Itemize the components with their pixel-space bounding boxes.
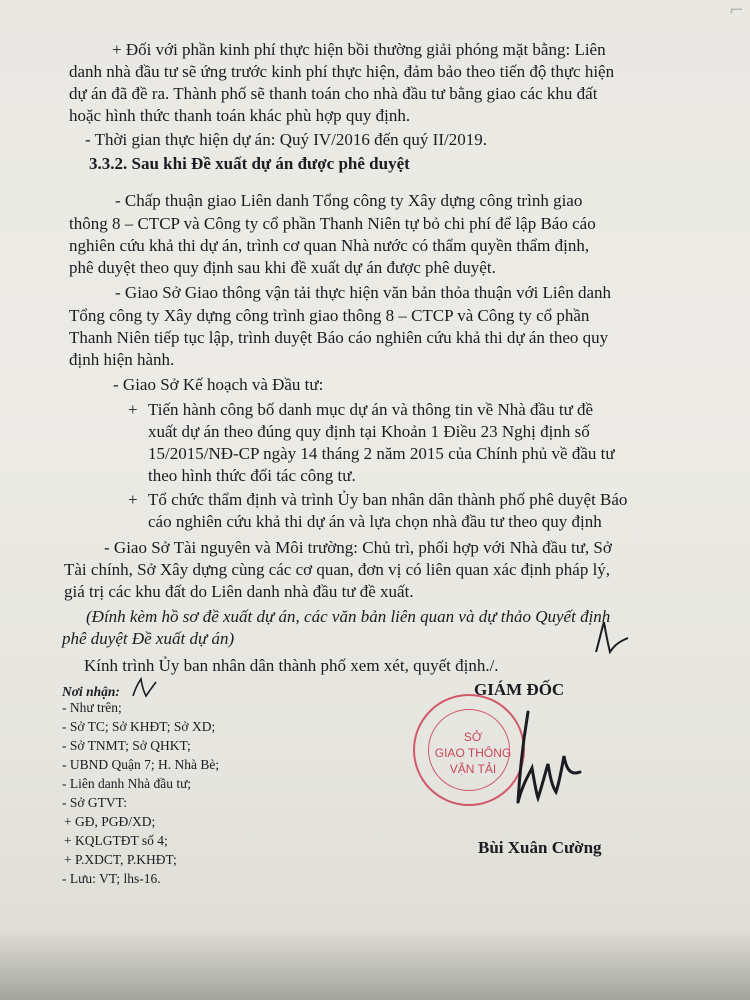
recipient-item: - Sở TNMT; Sở QHKT; <box>62 738 191 753</box>
text-line: Tổng công ty Xây dựng công trình giao thông 8 – CTCP và Công ty cổ phần <box>69 306 590 325</box>
text-line: định hiện hành. <box>69 350 175 369</box>
section-heading: 3.3.2. Sau khi Đề xuất dự án được phê duyệt <box>89 154 410 173</box>
stamp-text: SỞ <box>463 730 483 744</box>
text-line: dự án đã đề ra. Thành phố sẽ thanh toán cho nhà đầu tư bằng giao các khu đất <box>69 84 598 103</box>
plus-bullet-icon: + <box>128 400 138 419</box>
text-line: Thanh Niên tiếp tục lập, trình duyệt Báo cáo nghiên cứu khả thi dự án theo quy <box>69 328 609 347</box>
text-line: thông 8 – CTCP và Công ty cổ phần Thanh Niên tự bỏ chi phí để lập Báo cáo <box>69 214 596 233</box>
text-line: nghiên cứu khả thi dự án, trình cơ quan Nhà nước có thẩm quyền thẩm định, <box>69 236 590 255</box>
project-time-line: - Thời gian thực hiện dự án: Quý IV/2016 đến quý II/2019. <box>85 130 487 149</box>
stamp-text: VẬN TẢI <box>449 762 497 776</box>
text-line: hoặc hình thức thanh toán khác phù hợp quy định. <box>69 106 411 125</box>
text-line: - Giao Sở Tài nguyên và Môi trường: Chủ trì, phối hợp với Nhà đầu tư, Sở <box>104 538 612 557</box>
recipient-item: - Sở GTVT: <box>62 795 127 810</box>
attachment-note: (Đính kèm hồ sơ đề xuất dự án, các văn bản liên quan và dự thảo Quyết định <box>86 607 611 626</box>
text-line: - Giao Sở Giao thông vận tải thực hiện văn bản thỏa thuận với Liên danh <box>115 283 611 302</box>
text-line: xuất dự án theo đúng quy định tại Khoản 1 Điều 23 Nghị định số <box>148 422 590 441</box>
plus-bullet-icon: + <box>128 490 138 509</box>
text-line: theo hình thức đối tác công tư. <box>148 466 356 485</box>
text-line: Tài chính, Sở Xây dựng cùng các cơ quan, đơn vị có liên quan xác định pháp lý, <box>64 560 611 579</box>
closing-line: Kính trình Ủy ban nhân dân thành phố xem xét, quyết định./. <box>84 656 499 675</box>
recipient-item: + GĐ, PGĐ/XD; <box>64 814 156 829</box>
signer-title: GIÁM ĐỐC <box>474 680 565 699</box>
corner-mark-icon: ⌐ <box>728 0 744 21</box>
stamp-text: GIAO THÔNG <box>434 746 512 760</box>
text-line: + Đối với phần kinh phí thực hiện bồi thường giải phóng mặt bằng: Liên <box>112 40 606 59</box>
recipient-mark-icon <box>130 676 158 702</box>
attachment-note: phê duyệt Đề xuất dự án) <box>62 629 235 648</box>
text-line: - Chấp thuận giao Liên danh Tổng công ty Xây dựng công trình giao <box>115 191 583 210</box>
text-line: giá trị các khu đất do Liên danh nhà đầu tư đề xuất. <box>64 582 414 601</box>
recipient-item: + KQLGTĐT số 4; <box>64 833 168 848</box>
signature-icon <box>498 706 588 816</box>
text-line: danh nhà đầu tư sẽ ứng trước kinh phí thực hiện, đảm bảo theo tiến độ thực hiện <box>69 62 615 81</box>
initials-scribble-icon <box>592 618 632 662</box>
text-line: cáo nghiên cứu khả thi dự án và lựa chọn nhà đầu tư theo quy định <box>148 512 602 531</box>
recipient-item: - UBND Quận 7; H. Nhà Bè; <box>62 757 220 772</box>
recipient-item: + P.XDCT, P.KHĐT; <box>64 852 177 867</box>
recipient-item: - Liên danh Nhà đầu tư; <box>62 776 192 791</box>
text-line: Tiến hành công bố danh mục dự án và thông tin về Nhà đầu tư đề <box>148 400 594 419</box>
recipients-heading: Nơi nhận: <box>62 684 120 699</box>
text-line: Tổ chức thẩm định và trình Ủy ban nhân dân thành phố phê duyệt Báo <box>148 490 628 509</box>
signer-name: Bùi Xuân Cường <box>478 838 602 857</box>
recipient-item: - Lưu: VT; lhs-16. <box>62 871 161 886</box>
recipient-item: - Sở TC; Sở KHĐT; Sở XD; <box>62 719 216 734</box>
text-line: 15/2015/NĐ-CP ngày 14 tháng 2 năm 2015 của Chính phủ về đầu tư <box>148 444 615 463</box>
bottom-shadow <box>0 930 750 1000</box>
recipient-item: - Như trên; <box>62 700 122 715</box>
text-line: - Giao Sở Kế hoạch và Đầu tư: <box>113 375 324 394</box>
text-line: phê duyệt theo quy định sau khi đề xuất dự án được phê duyệt. <box>69 258 496 277</box>
